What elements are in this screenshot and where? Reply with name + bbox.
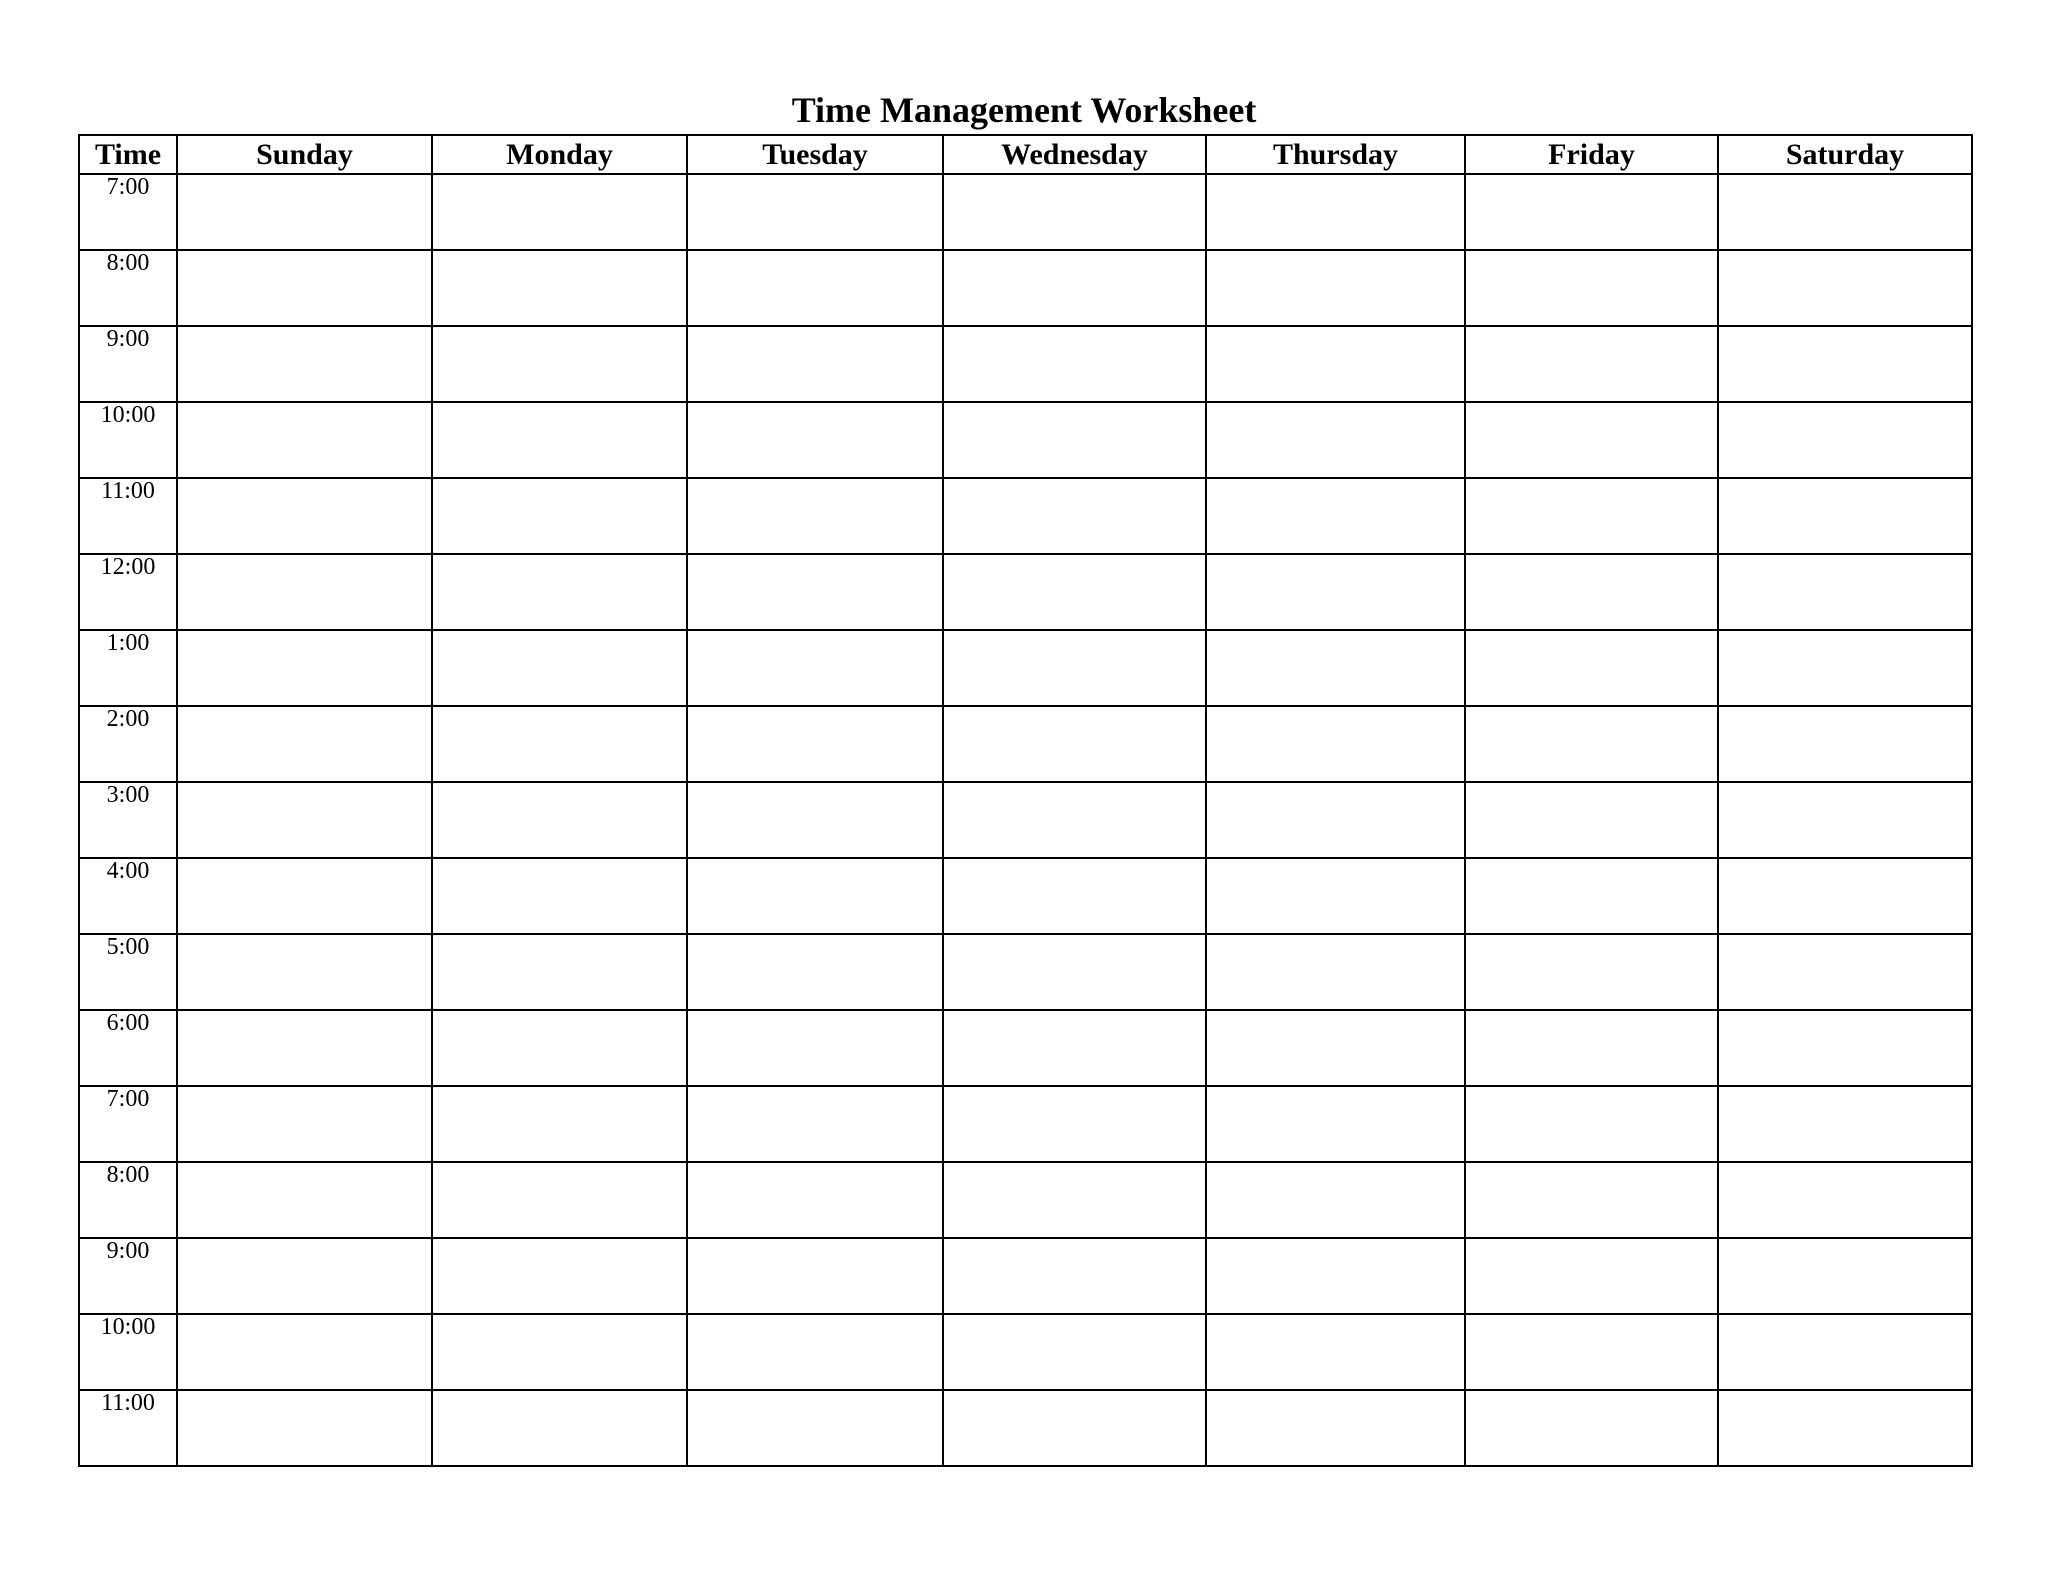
schedule-cell-tuesday[interactable]: [687, 326, 943, 402]
header-row: [79, 135, 1972, 174]
schedule-cell-friday[interactable]: [1465, 174, 1718, 250]
schedule-cell-wednesday[interactable]: [943, 1010, 1206, 1086]
schedule-table: [78, 134, 1973, 1467]
table-row: [79, 782, 1972, 858]
schedule-cell-friday[interactable]: [1465, 858, 1718, 934]
schedule-cell-friday[interactable]: [1465, 1314, 1718, 1390]
schedule-cell-sunday[interactable]: [177, 1314, 432, 1390]
schedule-cell-tuesday[interactable]: [687, 478, 943, 554]
time-slot-label: 1:00: [79, 630, 177, 706]
schedule-cell-thursday[interactable]: [1206, 554, 1465, 630]
schedule-cell-saturday[interactable]: [1718, 630, 1972, 706]
schedule-cell-saturday[interactable]: [1718, 250, 1972, 326]
table-row: [79, 174, 1972, 250]
schedule-cell-sunday[interactable]: [177, 782, 432, 858]
schedule-cell-sunday[interactable]: [177, 1238, 432, 1314]
schedule-cell-sunday[interactable]: [177, 858, 432, 934]
schedule-cell-sunday[interactable]: [177, 630, 432, 706]
schedule-cell-saturday[interactable]: [1718, 478, 1972, 554]
day-header-tuesday: Tuesday: [687, 135, 943, 174]
schedule-cell-wednesday[interactable]: [943, 782, 1206, 858]
time-slot-label: 10:00: [79, 1314, 177, 1390]
table-row: [79, 858, 1972, 934]
schedule-cell-friday[interactable]: [1465, 706, 1718, 782]
schedule-cell-wednesday[interactable]: [943, 934, 1206, 1010]
schedule-cell-monday[interactable]: [432, 402, 687, 478]
schedule-cell-friday[interactable]: [1465, 402, 1718, 478]
schedule-cell-thursday[interactable]: [1206, 402, 1465, 478]
schedule-cell-wednesday[interactable]: [943, 706, 1206, 782]
schedule-cell-wednesday[interactable]: [943, 1086, 1206, 1162]
schedule-cell-monday[interactable]: [432, 1010, 687, 1086]
schedule-cell-thursday[interactable]: [1206, 1162, 1465, 1238]
schedule-cell-friday[interactable]: [1465, 1010, 1718, 1086]
schedule-cell-tuesday[interactable]: [687, 1390, 943, 1466]
schedule-cell-wednesday[interactable]: [943, 1238, 1206, 1314]
schedule-cell-monday[interactable]: [432, 1086, 687, 1162]
schedule-cell-tuesday[interactable]: [687, 782, 943, 858]
time-slot-label: 4:00: [79, 858, 177, 934]
schedule-cell-monday[interactable]: [432, 1390, 687, 1466]
schedule-cell-sunday[interactable]: [177, 1010, 432, 1086]
schedule-cell-friday[interactable]: [1465, 1086, 1718, 1162]
schedule-cell-saturday[interactable]: [1718, 782, 1972, 858]
schedule-cell-tuesday[interactable]: [687, 706, 943, 782]
table-row: [79, 1086, 1972, 1162]
schedule-cell-monday[interactable]: [432, 326, 687, 402]
schedule-cell-monday[interactable]: [432, 554, 687, 630]
time-column-header: Time: [79, 135, 177, 174]
schedule-cell-monday[interactable]: [432, 174, 687, 250]
schedule-cell-wednesday[interactable]: [943, 326, 1206, 402]
schedule-cell-sunday[interactable]: [177, 174, 432, 250]
schedule-cell-wednesday[interactable]: [943, 1314, 1206, 1390]
schedule-cell-saturday[interactable]: [1718, 1314, 1972, 1390]
time-slot-label: 5:00: [79, 934, 177, 1010]
table-row: [79, 326, 1972, 402]
schedule-cell-wednesday[interactable]: [943, 858, 1206, 934]
schedule-cell-thursday[interactable]: [1206, 706, 1465, 782]
day-header-friday: Friday: [1465, 135, 1718, 174]
table-row: [79, 478, 1972, 554]
schedule-cell-thursday[interactable]: [1206, 782, 1465, 858]
schedule-cell-thursday[interactable]: [1206, 1086, 1465, 1162]
table-row: [79, 1238, 1972, 1314]
schedule-cell-tuesday[interactable]: [687, 934, 943, 1010]
schedule-cell-tuesday[interactable]: [687, 630, 943, 706]
day-header-thursday: Thursday: [1206, 135, 1465, 174]
schedule-cell-saturday[interactable]: [1718, 1086, 1972, 1162]
schedule-cell-monday[interactable]: [432, 706, 687, 782]
schedule-cell-friday[interactable]: [1465, 782, 1718, 858]
schedule-cell-friday[interactable]: [1465, 630, 1718, 706]
schedule-cell-tuesday[interactable]: [687, 1162, 943, 1238]
schedule-cell-thursday[interactable]: [1206, 858, 1465, 934]
table-row: [79, 554, 1972, 630]
schedule-cell-sunday[interactable]: [177, 250, 432, 326]
schedule-cell-monday[interactable]: [432, 250, 687, 326]
page-title: Time Management Worksheet: [791, 90, 1257, 130]
schedule-cell-sunday[interactable]: [177, 1390, 432, 1466]
table-row: [79, 706, 1972, 782]
schedule-cell-monday[interactable]: [432, 1314, 687, 1390]
schedule-cell-sunday[interactable]: [177, 402, 432, 478]
schedule-cell-saturday[interactable]: [1718, 174, 1972, 250]
table-row: [79, 1010, 1972, 1086]
schedule-cell-tuesday[interactable]: [687, 1314, 943, 1390]
time-slot-label: 3:00: [79, 782, 177, 858]
schedule-cell-saturday[interactable]: [1718, 1010, 1972, 1086]
table-row: [79, 402, 1972, 478]
table-row: [79, 1390, 1972, 1466]
schedule-cell-tuesday[interactable]: [687, 1238, 943, 1314]
table-row: [79, 934, 1972, 1010]
table-row: [79, 1162, 1972, 1238]
schedule-cell-thursday[interactable]: [1206, 1314, 1465, 1390]
schedule-cell-tuesday[interactable]: [687, 1086, 943, 1162]
schedule-cell-sunday[interactable]: [177, 706, 432, 782]
schedule-cell-monday[interactable]: [432, 630, 687, 706]
schedule-cell-friday[interactable]: [1465, 934, 1718, 1010]
schedule-cell-monday[interactable]: [432, 478, 687, 554]
schedule-cell-thursday[interactable]: [1206, 250, 1465, 326]
schedule-cell-wednesday[interactable]: [943, 630, 1206, 706]
schedule-cell-monday[interactable]: [432, 1238, 687, 1314]
schedule-cell-monday[interactable]: [432, 782, 687, 858]
table-row: [79, 630, 1972, 706]
schedule-cell-saturday[interactable]: [1718, 1238, 1972, 1314]
schedule-cell-thursday[interactable]: [1206, 1010, 1465, 1086]
schedule-cell-friday[interactable]: [1465, 1390, 1718, 1466]
schedule-cell-tuesday[interactable]: [687, 858, 943, 934]
time-slot-label: 6:00: [79, 1010, 177, 1086]
schedule-cell-wednesday[interactable]: [943, 1390, 1206, 1466]
schedule-cell-monday[interactable]: [432, 858, 687, 934]
schedule-cell-thursday[interactable]: [1206, 326, 1465, 402]
schedule-cell-wednesday[interactable]: [943, 1162, 1206, 1238]
schedule-cell-tuesday[interactable]: [687, 250, 943, 326]
schedule-cell-sunday[interactable]: [177, 1162, 432, 1238]
day-header-monday: Monday: [432, 135, 687, 174]
time-slot-label: 9:00: [79, 1238, 177, 1314]
time-slot-label: 9:00: [79, 326, 177, 402]
schedule-cell-wednesday[interactable]: [943, 402, 1206, 478]
schedule-cell-saturday[interactable]: [1718, 402, 1972, 478]
schedule-cell-wednesday[interactable]: [943, 174, 1206, 250]
schedule-cell-friday[interactable]: [1465, 1238, 1718, 1314]
time-slot-label: 10:00: [79, 402, 177, 478]
schedule-cell-monday[interactable]: [432, 934, 687, 1010]
schedule-cell-tuesday[interactable]: [687, 554, 943, 630]
time-slot-label: 7:00: [79, 174, 177, 250]
schedule-cell-saturday[interactable]: [1718, 1162, 1972, 1238]
time-slot-label: 8:00: [79, 1162, 177, 1238]
schedule-cell-thursday[interactable]: [1206, 1390, 1465, 1466]
time-slot-label: 12:00: [79, 554, 177, 630]
time-slot-label: 11:00: [79, 478, 177, 554]
schedule-cell-saturday[interactable]: [1718, 934, 1972, 1010]
schedule-cell-thursday[interactable]: [1206, 478, 1465, 554]
schedule-cell-thursday[interactable]: [1206, 630, 1465, 706]
time-slot-label: 11:00: [79, 1390, 177, 1466]
time-slot-label: 2:00: [79, 706, 177, 782]
schedule-cell-thursday[interactable]: [1206, 934, 1465, 1010]
schedule-cell-tuesday[interactable]: [687, 174, 943, 250]
time-slot-label: 8:00: [79, 250, 177, 326]
schedule-cell-friday[interactable]: [1465, 1162, 1718, 1238]
schedule-cell-saturday[interactable]: [1718, 858, 1972, 934]
time-slot-label: 7:00: [79, 1086, 177, 1162]
schedule-cell-sunday[interactable]: [177, 934, 432, 1010]
schedule-cell-friday[interactable]: [1465, 326, 1718, 402]
schedule-cell-sunday[interactable]: [177, 1086, 432, 1162]
table-row: [79, 1314, 1972, 1390]
table-row: [79, 250, 1972, 326]
schedule-cell-friday[interactable]: [1465, 250, 1718, 326]
schedule-cell-friday[interactable]: [1465, 478, 1718, 554]
schedule-cell-monday[interactable]: [432, 1162, 687, 1238]
schedule-cell-thursday[interactable]: [1206, 174, 1465, 250]
schedule-cell-sunday[interactable]: [177, 478, 432, 554]
schedule-cell-saturday[interactable]: [1718, 1390, 1972, 1466]
schedule-cell-wednesday[interactable]: [943, 478, 1206, 554]
schedule-cell-saturday[interactable]: [1718, 554, 1972, 630]
day-header-saturday: Saturday: [1718, 135, 1972, 174]
schedule-cell-saturday[interactable]: [1718, 326, 1972, 402]
schedule-cell-wednesday[interactable]: [943, 554, 1206, 630]
schedule-cell-wednesday[interactable]: [943, 250, 1206, 326]
schedule-cell-tuesday[interactable]: [687, 402, 943, 478]
schedule-cell-tuesday[interactable]: [687, 1010, 943, 1086]
schedule-cell-sunday[interactable]: [177, 326, 432, 402]
day-header-wednesday: Wednesday: [943, 135, 1206, 174]
schedule-cell-thursday[interactable]: [1206, 1238, 1465, 1314]
schedule-cell-friday[interactable]: [1465, 554, 1718, 630]
schedule-cell-saturday[interactable]: [1718, 706, 1972, 782]
day-header-sunday: Sunday: [177, 135, 432, 174]
schedule-cell-sunday[interactable]: [177, 554, 432, 630]
schedule-body: [79, 174, 1972, 1466]
